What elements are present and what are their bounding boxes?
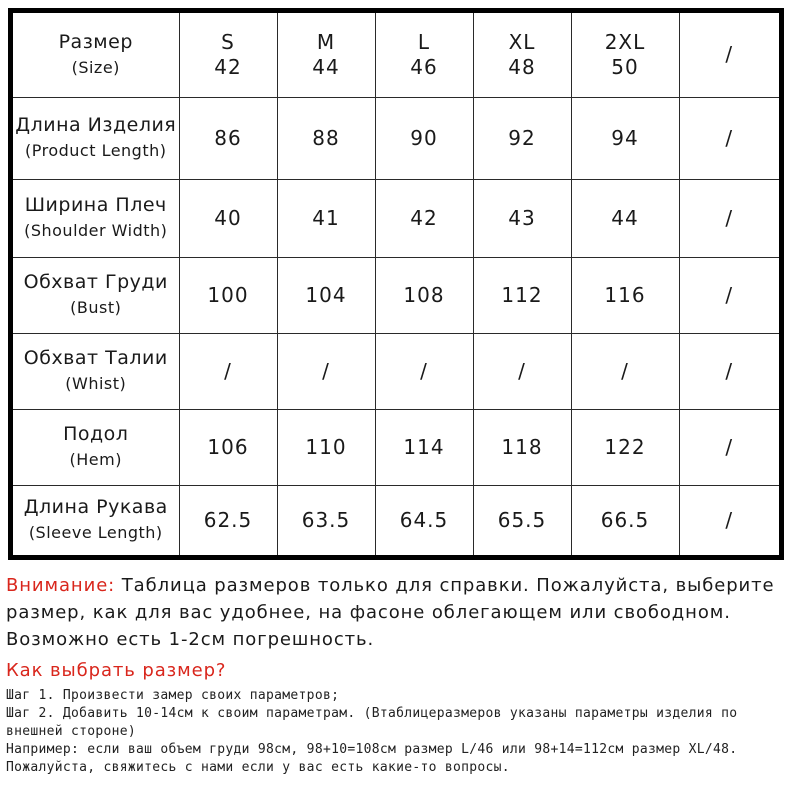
cell-value: / xyxy=(725,507,734,532)
table-cell xyxy=(679,13,779,97)
row-label: Ширина Плеч xyxy=(24,194,167,216)
table-cell xyxy=(179,257,277,333)
contact-text: Пожалуйста, свяжитесь с нами если у вас есть какие-то вопросы. xyxy=(6,760,510,775)
table-cell xyxy=(179,97,277,179)
cell-value: 63.5 xyxy=(301,507,351,532)
cell-value: 106 xyxy=(207,434,249,459)
cell-value: M xyxy=(316,29,336,54)
row-label: Размер xyxy=(58,30,133,53)
table-cell xyxy=(571,179,679,257)
row-label-english: (Size) xyxy=(71,57,120,77)
table-cell xyxy=(375,97,473,179)
cell-value: 118 xyxy=(501,434,543,459)
table-cell xyxy=(179,13,277,97)
step-1-text: Шаг 1. Произвести замер своих параметров; xyxy=(6,688,340,703)
table-cell xyxy=(679,257,779,333)
row-label-cell xyxy=(13,485,179,555)
step-2-text: Шаг 2. Добавить 10-14см к своим параметрам. (Втаблицеразмеров указаны параметры изделия по внешней стороне) xyxy=(6,706,738,739)
cell-value: 86 xyxy=(214,125,242,150)
cell-value: 65.5 xyxy=(497,507,547,532)
table-cell xyxy=(571,257,679,333)
row-label-cell xyxy=(13,179,179,257)
table-cell xyxy=(277,409,375,485)
table-cell xyxy=(473,13,571,97)
table-cell xyxy=(571,333,679,409)
row-label: Обхват Талии xyxy=(23,347,168,369)
cell-value: 112 xyxy=(501,282,543,307)
cell-value: 50 xyxy=(611,54,639,79)
cell-value: 41 xyxy=(312,205,340,230)
cell-value: 48 xyxy=(508,54,536,79)
row-label: Длина Изделия xyxy=(15,114,177,136)
cell-value: / xyxy=(725,282,734,307)
table-row xyxy=(13,97,779,179)
table-cell xyxy=(571,13,679,97)
table-cell xyxy=(473,485,571,555)
cell-value: 46 xyxy=(410,54,438,79)
row-label-cell xyxy=(13,409,179,485)
cell-value: 2XL xyxy=(604,29,646,54)
row-label-cell xyxy=(13,13,179,97)
table-cell xyxy=(375,179,473,257)
table-cell xyxy=(375,333,473,409)
notice-paragraph xyxy=(6,572,796,653)
cell-value: 122 xyxy=(604,434,646,459)
table-cell xyxy=(277,485,375,555)
table-cell xyxy=(473,333,571,409)
cell-value: 90 xyxy=(410,125,438,150)
cell-value: 64.5 xyxy=(399,507,449,532)
notice-label: Внимание: xyxy=(6,575,116,596)
size-chart-body xyxy=(13,13,779,555)
size-chart-frame xyxy=(8,8,784,560)
cell-value: XL xyxy=(508,29,536,54)
table-cell xyxy=(473,409,571,485)
row-label: Подол xyxy=(63,423,129,445)
table-row xyxy=(13,179,779,257)
row-label-english: (Bust) xyxy=(70,298,122,317)
table-cell xyxy=(277,179,375,257)
table-cell xyxy=(179,333,277,409)
table-cell xyxy=(179,485,277,555)
table-cell xyxy=(679,333,779,409)
table-cell xyxy=(473,257,571,333)
cell-value: / xyxy=(322,358,330,383)
size-chart-table xyxy=(13,13,779,555)
cell-value: / xyxy=(725,42,734,67)
table-row xyxy=(13,333,779,409)
table-cell xyxy=(571,485,679,555)
row-label-english: (Shoulder Width) xyxy=(24,221,168,240)
cell-value: 108 xyxy=(403,282,445,307)
cell-value: 114 xyxy=(403,434,445,459)
row-label-cell xyxy=(13,333,179,409)
cell-value: 43 xyxy=(508,205,536,230)
table-cell xyxy=(679,485,779,555)
cell-value: 104 xyxy=(305,282,347,307)
cell-value: 94 xyxy=(611,125,639,150)
cell-value: 42 xyxy=(410,205,438,230)
cell-value: 44 xyxy=(312,54,340,79)
table-row xyxy=(13,409,779,485)
table-cell xyxy=(375,257,473,333)
cell-value: 100 xyxy=(207,282,249,307)
row-label-english: (Hem) xyxy=(69,450,122,469)
table-cell xyxy=(277,257,375,333)
row-label-english: (Whist) xyxy=(65,374,127,393)
table-cell xyxy=(179,179,277,257)
cell-value: / xyxy=(621,358,629,383)
cell-value: S xyxy=(221,29,235,54)
row-label-english: (Product Length) xyxy=(24,141,167,160)
row-label-cell xyxy=(13,257,179,333)
cell-value: L xyxy=(417,29,431,54)
cell-value: 92 xyxy=(508,125,536,150)
cell-value: 116 xyxy=(604,282,646,307)
cell-value: / xyxy=(518,358,526,383)
cell-value: 40 xyxy=(214,205,242,230)
table-row xyxy=(13,485,779,555)
cell-value: / xyxy=(420,358,428,383)
row-label: Длина Рукава xyxy=(23,496,168,519)
cell-value: / xyxy=(725,358,734,383)
cell-value: 66.5 xyxy=(600,507,650,532)
row-label: Обхват Груди xyxy=(23,271,168,293)
table-row xyxy=(13,13,779,97)
notice-text: Таблица размеров только для справки. Пожалуйста, выберите размер, как для вас удобнее, на фасоне облегающем или свободном. Возможно есть 1-2см погрешность. xyxy=(6,575,775,650)
how-to-choose-title: Как выбрать размер? xyxy=(6,660,227,681)
table-row xyxy=(13,257,779,333)
cell-value: 110 xyxy=(305,434,347,459)
table-cell xyxy=(179,409,277,485)
cell-value: 88 xyxy=(312,125,340,150)
table-cell xyxy=(473,179,571,257)
cell-value: 44 xyxy=(611,205,639,230)
table-cell xyxy=(277,13,375,97)
table-cell xyxy=(375,485,473,555)
table-cell xyxy=(375,13,473,97)
table-cell xyxy=(571,97,679,179)
cell-value: 62.5 xyxy=(203,507,253,532)
example-text: Например: если ваш объем груди 98см, 98+10=108см размер L/46 или 98+14=112см размер XL/48. xyxy=(6,742,738,757)
table-cell xyxy=(473,97,571,179)
cell-value: / xyxy=(725,434,734,459)
notes-section xyxy=(6,572,796,777)
table-cell xyxy=(277,333,375,409)
table-cell xyxy=(571,409,679,485)
cell-value: / xyxy=(725,125,734,150)
table-cell xyxy=(375,409,473,485)
table-cell xyxy=(679,97,779,179)
table-cell xyxy=(679,179,779,257)
cell-value: / xyxy=(725,205,734,230)
table-cell xyxy=(277,97,375,179)
table-cell xyxy=(679,409,779,485)
row-label-english: (Sleeve Length) xyxy=(28,523,163,543)
row-label-cell xyxy=(13,97,179,179)
cell-value: / xyxy=(224,358,232,383)
cell-value: 42 xyxy=(214,54,242,79)
